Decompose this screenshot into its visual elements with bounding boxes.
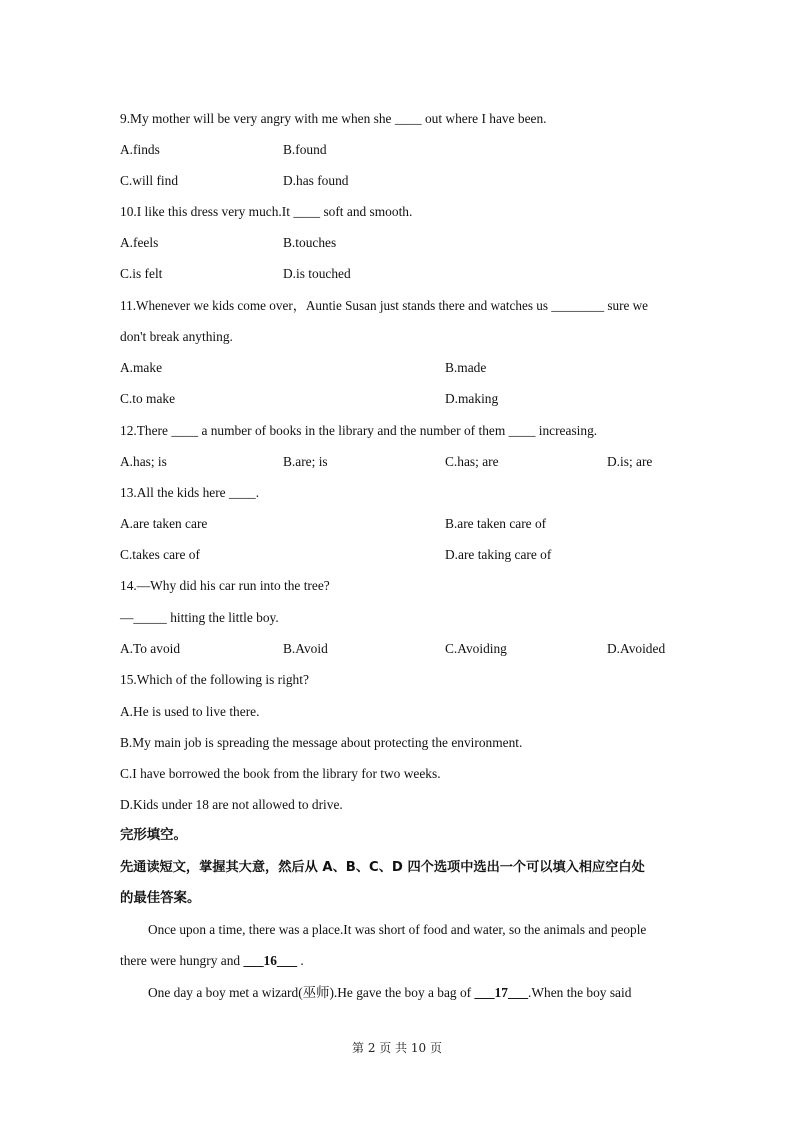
question-9-option-d: D.has found	[283, 173, 349, 188]
cloze-paragraph-2-text-end: .When the boy said	[528, 985, 632, 1000]
question-14-option-b: B.Avoid	[283, 641, 328, 656]
question-12-option-d: D.is; are	[607, 454, 653, 469]
question-14-option-c: C.Avoiding	[445, 641, 507, 656]
question-12-stem	[120, 424, 597, 437]
question-11-stem-line-1	[120, 299, 648, 312]
cloze-instruction-line-2: 的最佳答案。	[120, 891, 201, 906]
question-11-option-c: C.to make	[120, 391, 176, 406]
question-11-stem-text: 11.Whenever we kids come over，Auntie Susan just stands there and watches us	[120, 298, 552, 313]
question-13-blank: ____.	[228, 485, 260, 500]
question-15-option-c: C.I have borrowed the book from the library for two weeks.	[120, 766, 441, 781]
question-11-option-b: B.made	[445, 360, 487, 375]
question-10-stem-text-end: soft and smooth.	[320, 204, 413, 219]
cloze-instruction-line-1: 先通读短文，掌握其大意，然后从 A、B、C、D 四个选项中选出一个可以填入相应空白处	[120, 860, 645, 875]
question-12-stem-text-b: a number of books in the library and the number of them	[198, 423, 509, 438]
question-12-blank-1: ____	[171, 423, 199, 438]
question-11-option-a: A.make	[120, 360, 163, 375]
question-12-option-a: A.has; is	[120, 454, 167, 469]
question-10-option-c: C.is felt	[120, 266, 163, 281]
question-9-blank: ____	[394, 111, 422, 126]
question-11-blank: ________	[551, 298, 605, 313]
question-10-option-d: D.is touched	[283, 266, 351, 281]
question-13-option-d: D.are taking care of	[445, 547, 552, 562]
question-14-blank: _____	[133, 610, 167, 625]
question-15-option-b: B.My main job is spreading the message about protecting the environment.	[120, 735, 523, 750]
question-10-option-b: B.touches	[283, 235, 337, 250]
cloze-paragraph-1-text: there were hungry and	[120, 953, 244, 968]
question-13-stem	[120, 486, 259, 499]
question-9-option-b: B.found	[283, 142, 327, 157]
question-12-blank-2: ____	[508, 423, 536, 438]
question-12-stem-text-c: increasing.	[535, 423, 598, 438]
question-14-dash: —	[120, 610, 134, 625]
question-13-option-b: B.are taken care of	[445, 516, 547, 531]
question-9-option-a: A.finds	[120, 142, 160, 157]
question-14-reply-text: hitting the little boy.	[166, 610, 279, 625]
cloze-blank-17: ___17___	[474, 985, 529, 1000]
question-11-stem-line-2: don't break anything.	[120, 329, 233, 344]
cloze-paragraph-1-text-end: .	[297, 953, 304, 968]
question-14-stem: 14.—Why did his car run into the tree?	[120, 578, 330, 593]
question-15-stem: 15.Which of the following is right?	[120, 672, 309, 687]
question-11-stem-text-end: sure we	[604, 298, 648, 313]
question-14-reply	[120, 611, 279, 624]
question-14-option-d: D.Avoided	[607, 641, 666, 656]
cloze-paragraph-2-line-1	[148, 986, 631, 999]
cloze-heading: 完形填空。	[120, 828, 187, 843]
question-13-option-a: A.are taken care	[120, 516, 208, 531]
page-footer: 第 2 页 共 10 页	[352, 1041, 442, 1055]
cloze-paragraph-2-text: One day a boy met a wizard(巫师).He gave the boy a bag of	[148, 985, 475, 1000]
question-10-option-a: A.feels	[120, 235, 159, 250]
question-15-option-d: D.Kids under 18 are not allowed to drive.	[120, 797, 343, 812]
cloze-blank-16: ___16___	[243, 953, 298, 968]
question-12-option-c: C.has; are	[445, 454, 499, 469]
question-13-option-c: C.takes care of	[120, 547, 200, 562]
question-9-stem	[120, 112, 547, 125]
question-12-stem-text-a: 12.There	[120, 423, 172, 438]
cloze-paragraph-1-line-2	[120, 954, 304, 967]
cloze-paragraph-1-line-1: Once upon a time, there was a place.It was short of food and water, so the animals and people	[148, 922, 647, 937]
question-9-option-c: C.will find	[120, 173, 179, 188]
question-10-stem-text: 10.I like this dress very much.It	[120, 204, 294, 219]
question-11-option-d: D.making	[445, 391, 499, 406]
question-13-stem-text: 13.All the kids here	[120, 485, 229, 500]
question-9-stem-text: 9.My mother will be very angry with me when she	[120, 111, 395, 126]
question-14-option-a: A.To avoid	[120, 641, 181, 656]
question-15-option-a: A.He is used to live there.	[120, 704, 260, 719]
question-10-blank: ____	[293, 204, 321, 219]
question-10-stem	[120, 205, 412, 218]
question-9-stem-text-end: out where I have been.	[421, 111, 547, 126]
question-12-option-b: B.are; is	[283, 454, 328, 469]
